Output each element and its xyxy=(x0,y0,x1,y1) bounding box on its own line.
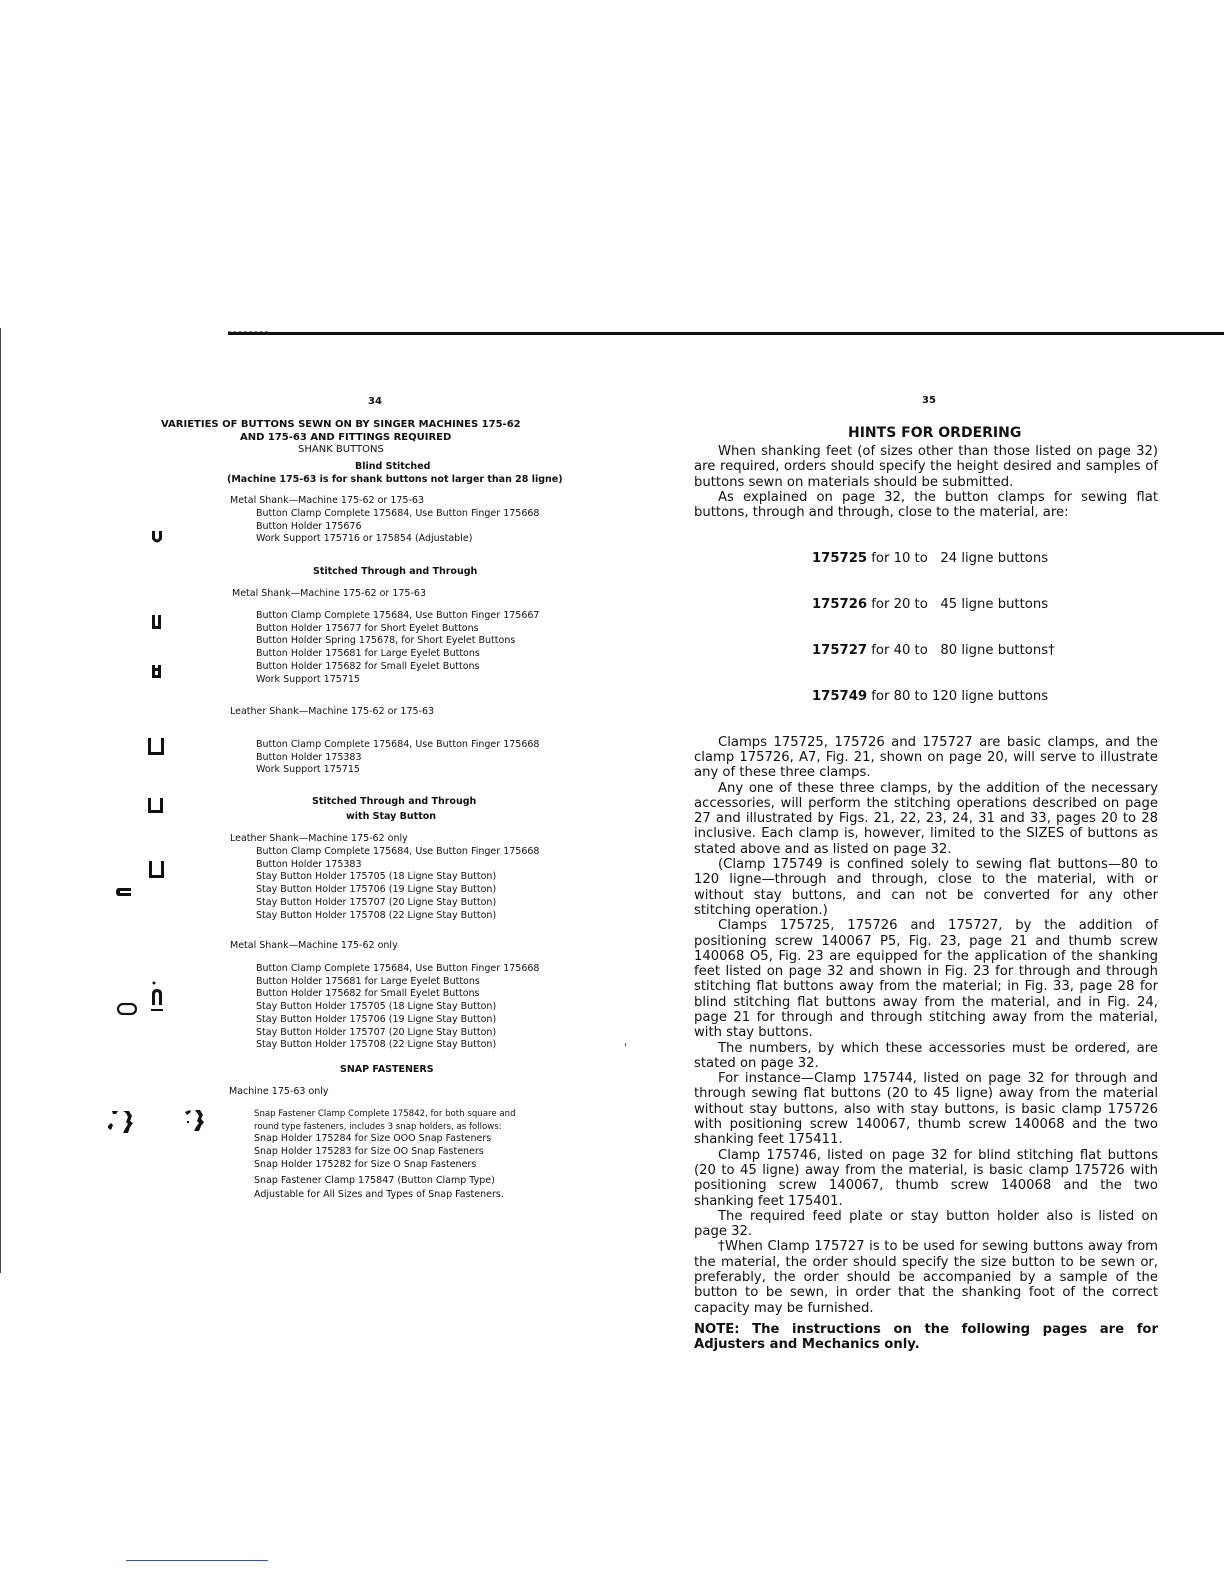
note-adjusters: NOTE: The instructions on the following pages are for Adjusters and Mechanics only. xyxy=(694,1321,1158,1353)
heading-snap-fasteners: SNAP FASTENERS xyxy=(340,1064,434,1075)
list-item: Stay Button Holder 175708 (22 Ligne Stay Button) xyxy=(256,909,497,921)
list-item: Snap Holder 175283 for Size OO Snap Fasteners xyxy=(254,1146,484,1158)
list-item: Button Clamp Complete 175684, Use Button Finger 175668 xyxy=(256,846,540,857)
page-title: HINTS FOR ORDERING xyxy=(848,425,1022,441)
list-item: Stay Button Holder 175708 (22 Ligne Stay Button) xyxy=(256,1039,497,1051)
section4-list xyxy=(256,846,539,922)
section6-heading: Machine 175-63 only xyxy=(229,1086,329,1097)
eyelet-button-icon xyxy=(151,614,162,630)
paragraph: Clamps 175725, 175726 and 175727, by the addition of positioning screw 140067 P5, Fig. 23, page 21 and thumb screw 140068 O5, Fig. 23 are equipped for the application of the shanking feet listed on page 32 and shown in Fig. 23 for through and through stitching flat buttons away from the material; in Fig. 33, page 28 for blind stitching flat buttons away from the material, and in Fig. 24, page 21 for through and through stitching away from the material, with stay buttons. xyxy=(694,918,1158,1041)
clamp-row xyxy=(812,551,1158,566)
list-item: Work Support 175715 xyxy=(256,673,360,685)
stay-button-icon xyxy=(115,886,133,898)
paragraph: Clamps 175725, 175726 and 175727 are basic clamps, and the clamp 175726, A7, Fig. 21, shown on page 20, will serve to illustrate any of these three clamps. xyxy=(694,734,1158,781)
list-item: Stay Button Holder 175707 (20 Ligne Stay Button) xyxy=(256,896,497,908)
list-item: Button Holder 175383 xyxy=(256,751,362,763)
list-item: Button Holder 175681 for Large Eyelet Buttons xyxy=(256,975,480,987)
paragraph: When shanking feet (of sizes other than those listed on page 32) are required, orders should specify the height desired and samples of buttons sewn on materials should be submitted. xyxy=(694,444,1158,490)
stay-button-flat-icon xyxy=(117,1003,137,1015)
list-item: Button Clamp Complete 175684, Use Button Finger 175668 xyxy=(256,963,540,974)
leather-shank-button-icon xyxy=(146,737,166,757)
list-item: Snap Holder 175282 for Size O Snap Fasteners xyxy=(254,1158,477,1170)
speck-mark xyxy=(625,1043,626,1046)
list-item: Button Holder 175682 for Small Eyelet Buttons xyxy=(256,660,480,672)
clamp-number: 175726 xyxy=(812,596,868,612)
hints-body xyxy=(694,444,1158,1353)
paragraph: Any one of these three clamps, by the addition of the necessary accessories, will perform the stitching operations described on page 27 and illustrated by Figs. 21, 22, 23, 24, 31 and 33, pages 20 to 28 inclusive. Each clamp is, however, limited to the SIZES of buttons as stated above and as listed on page 32. xyxy=(694,780,1158,857)
list-item: Stay Button Holder 175706 (19 Ligne Stay Button) xyxy=(256,884,497,896)
section3-heading: Leather Shank—Machine 175-62 or 175-63 xyxy=(230,706,435,717)
clamp-range: for 40 to 80 ligne buttons† xyxy=(867,642,1055,658)
section1-list xyxy=(256,508,539,546)
clamp-number: 175749 xyxy=(812,688,868,704)
list-item: Button Clamp Complete 175684, Use Button Finger 175668 xyxy=(256,739,540,750)
list-item: Stay Button Holder 175705 (18 Ligne Stay Button) xyxy=(256,1001,497,1013)
heading-through-and-through-2a: Stitched Through and Through xyxy=(312,796,477,807)
list-item: Button Holder 175681 for Large Eyelet Buttons xyxy=(256,648,480,660)
list-item: Button Clamp Complete 175684, Use Button Finger 175668 xyxy=(256,508,540,519)
clamp-range: for 80 to 120 ligne buttons xyxy=(867,688,1049,704)
leather-shank-stay-button-icon xyxy=(146,797,165,815)
section1-heading: Metal Shank—Machine 175-62 or 175-63 xyxy=(230,495,424,506)
leather-shank-stay-button-2-icon xyxy=(147,860,166,880)
page-edge-line xyxy=(0,328,1,1273)
metal-shank-stay-button-icon xyxy=(149,980,165,1012)
list-item: Snap Fastener Clamp 175847 (Button Clamp Type) xyxy=(254,1174,495,1186)
paragraph: Clamp 175746, listed on page 32 for blind stitching flat buttons (20 to 45 ligne) away from the material, is basic clamp 175726 with positioning screw 140067, thumb screw 140068 and the two shanking feet 175401. xyxy=(694,1147,1158,1209)
left-title-line1: VARIETIES OF BUTTONS SEWN ON BY SINGER MACHINES 175-62 xyxy=(161,419,521,430)
clamp-row xyxy=(812,643,1158,658)
section4-heading: Leather Shank—Machine 175-62 only xyxy=(230,833,408,844)
metal-shank-button-icon xyxy=(150,530,164,546)
clamp-range: for 10 to 24 ligne buttons xyxy=(867,551,1049,567)
list-item: Snap Holder 175284 for Size OOO Snap Fasteners xyxy=(254,1133,492,1145)
section6-list xyxy=(254,1108,516,1202)
paragraph: As explained on page 32, the button clamps for sewing flat buttons, through and through, close to the material, are: xyxy=(694,489,1158,521)
snap-fastener-square-icon xyxy=(105,1108,139,1136)
right-page-number: 35 xyxy=(922,395,936,406)
paragraph: The numbers, by which these accessories must be ordered, are stated on page 32. xyxy=(694,1040,1158,1071)
clamp-number: 175727 xyxy=(812,642,868,658)
heading-blind-stitched: Blind Stitched xyxy=(355,461,431,472)
top-rule xyxy=(228,332,1224,335)
list-item: Work Support 175716 or 175854 (Adjustable) xyxy=(256,533,473,545)
clamp-list xyxy=(812,520,1158,734)
list-item: Work Support 175715 xyxy=(256,764,360,776)
left-title-line3: SHANK BUTTONS xyxy=(298,444,384,455)
list-item: Button Holder 175676 xyxy=(256,520,362,532)
section5-heading: Metal Shank—Machine 175-62 only xyxy=(230,940,398,951)
list-item: Button Holder Spring 175678, for Short Eyelet Buttons xyxy=(256,635,516,647)
list-item: Snap Fastener Clamp Complete 175842, for both square and xyxy=(254,1109,516,1119)
paragraph: †When Clamp 175727 is to be used for sewing buttons away from the material, the order should specify the size button to be sewn or, preferably, the order should be accompanied by a sample of the button to be sewn, in order that the shanking foot of the correct capacity may be furnished. xyxy=(694,1239,1158,1316)
clamp-row xyxy=(812,689,1158,704)
list-item: Stay Button Holder 175705 (18 Ligne Stay Button) xyxy=(256,871,497,883)
snap-fastener-round-icon xyxy=(182,1108,206,1134)
left-title-line2: AND 175-63 AND FITTINGS REQUIRED xyxy=(240,432,452,443)
clamp-row xyxy=(812,597,1158,612)
list-item: Button Clamp Complete 175684, Use Button Finger 175667 xyxy=(256,610,540,621)
list-item: Adjustable for All Sizes and Types of Snap Fasteners. xyxy=(254,1189,504,1201)
paragraph: The required feed plate or stay button holder also is listed on page 32. xyxy=(694,1208,1158,1240)
paragraph: For instance—Clamp 175744, listed on page 32 for through and through sewing flat buttons (20 to 45 ligne) away from the material without stay buttons, also with stay buttons, is basic clamp 175726 with positioning screw 140067, thumb screw 140068 and the two shanking feet 175411. xyxy=(694,1071,1158,1148)
list-item: round type fasteners, includes 3 snap holders, as follows: xyxy=(254,1121,502,1132)
section5-list xyxy=(256,963,539,1052)
bottom-rule xyxy=(126,1560,268,1561)
section2-heading: Metal Shank—Machine 175-62 or 175-63 xyxy=(232,588,426,599)
clamp-range: for 20 to 45 ligne buttons xyxy=(867,596,1049,612)
list-item: Button Holder 175677 for Short Eyelet Buttons xyxy=(256,622,479,634)
heading-through-and-through-1: Stitched Through and Through xyxy=(313,566,478,577)
note-machine-175-63: (Machine 175-63 is for shank buttons not larger than 28 ligne) xyxy=(227,474,563,485)
paragraph: (Clamp 175749 is confined solely to sewing flat buttons—80 to 120 ligne—through and through, close to the material, with or without stay buttons, and can not be converted for any other stitching operation.) xyxy=(694,857,1158,918)
list-item: Stay Button Holder 175706 (19 Ligne Stay Button) xyxy=(256,1013,497,1025)
section2-list xyxy=(256,610,539,686)
left-page-number: 34 xyxy=(368,396,382,407)
clamp-number: 175725 xyxy=(812,551,868,567)
list-item: Button Holder 175682 for Small Eyelet Buttons xyxy=(256,988,480,1000)
list-item: Button Holder 175383 xyxy=(256,858,362,870)
heading-through-and-through-2b: with Stay Button xyxy=(346,811,437,822)
eyelet-button-small-icon xyxy=(151,664,162,679)
section3-list xyxy=(256,739,539,777)
list-item: Stay Button Holder 175707 (20 Ligne Stay Button) xyxy=(256,1026,497,1038)
